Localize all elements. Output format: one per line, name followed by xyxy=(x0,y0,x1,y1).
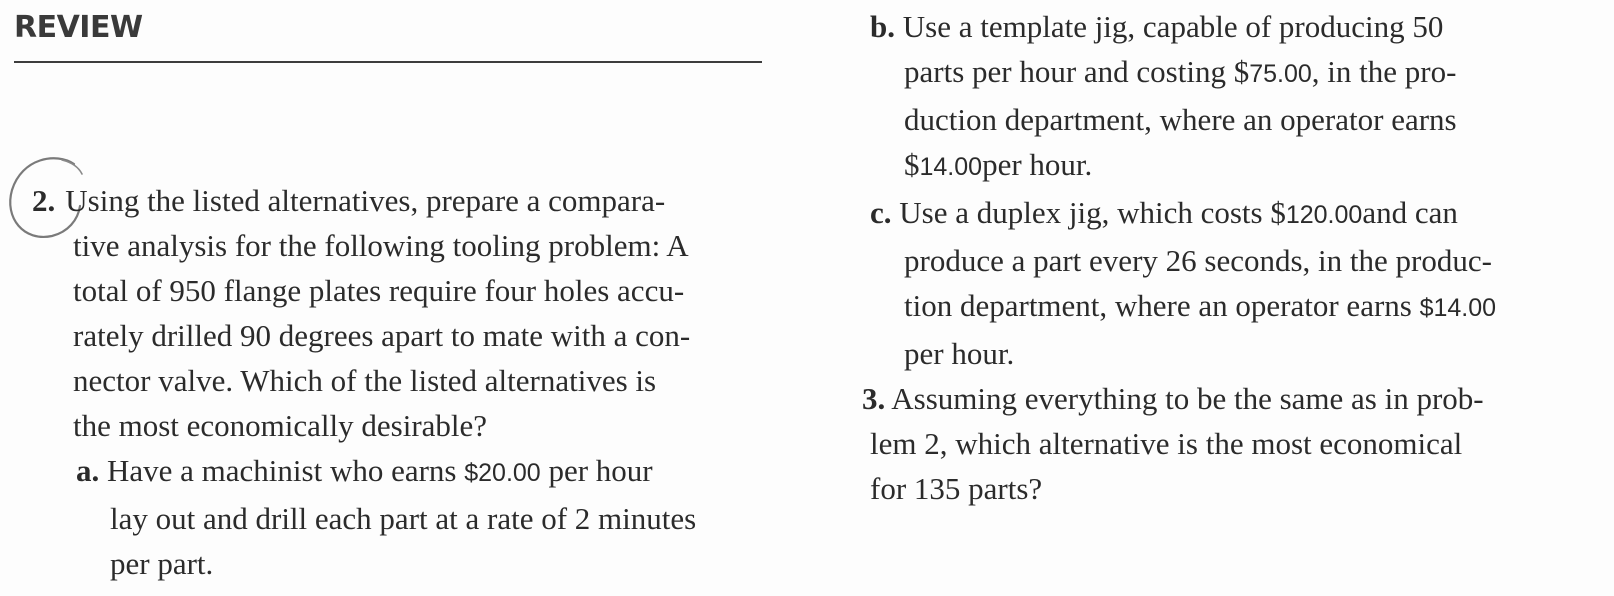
option-text: and can xyxy=(1362,195,1458,230)
option-text: per hour xyxy=(548,453,653,488)
amount: 14.00 xyxy=(919,153,983,181)
problem-3-line-3: for 135 parts? xyxy=(870,471,1043,506)
problem-2-line-4: rately drilled 90 degrees apart to mate with a con- xyxy=(73,318,691,353)
option-b-line-1 xyxy=(862,4,1602,49)
option-text: tion department, where an operator earns xyxy=(904,288,1412,323)
option-letter: b. xyxy=(870,9,895,44)
problem-number: 3. xyxy=(862,381,886,416)
problem-2-line-2: tive analysis for the following tooling problem: A xyxy=(73,228,689,263)
option-text: $ xyxy=(904,147,920,182)
option-b-line-2 xyxy=(862,49,1602,97)
amount: $14.00 xyxy=(1419,294,1497,322)
option-letter: c. xyxy=(870,195,892,230)
option-letter: a. xyxy=(76,453,100,488)
title-divider xyxy=(14,61,762,63)
option-c-line-2: produce a part every 26 seconds, in the produc- xyxy=(904,243,1492,278)
problem-2-block xyxy=(0,178,770,586)
amount: $20.00 xyxy=(464,459,541,487)
option-text: Use a template jig, capable of producing 50 xyxy=(902,9,1444,44)
problem-3-line-2: lem 2, which alternative is the most economical xyxy=(870,426,1463,461)
problem-number: 2. xyxy=(32,183,56,218)
option-text: per hour. xyxy=(982,147,1093,182)
amount: 75.00 xyxy=(1249,60,1312,88)
option-text: parts per hour and costing $ xyxy=(904,54,1250,89)
problem-text: Assuming everything to be the same as in prob- xyxy=(891,381,1484,416)
option-c-line-1 xyxy=(862,190,1602,238)
problem-2-line-6: the most economically desirable? xyxy=(73,408,488,443)
option-a-line-1 xyxy=(0,448,770,496)
amount: 120.00 xyxy=(1285,201,1363,229)
problem-2-line-1 xyxy=(0,178,770,223)
option-c-line-3 xyxy=(862,283,1602,331)
option-b-line-4 xyxy=(862,142,1602,190)
problem-2-continued-block xyxy=(862,4,1602,511)
problem-2-line-5: nector valve. Which of the listed alternatives is xyxy=(73,363,657,398)
option-b-line-3: duction department, where an operator earns xyxy=(904,102,1457,137)
section-title: REVIEW xyxy=(14,10,143,45)
option-a-line-2: lay out and drill each part at a rate of 2 minutes xyxy=(110,501,697,536)
problem-2-line-3: total of 950 flange plates require four holes accu- xyxy=(73,273,685,308)
option-a-line-3: per part. xyxy=(110,546,214,581)
problem-text: Using the listed alternatives, prepare a compara- xyxy=(65,183,666,218)
option-c-line-4: per hour. xyxy=(904,336,1015,371)
option-text: Use a duplex jig, which costs $ xyxy=(899,195,1286,230)
option-text: , in the pro- xyxy=(1311,54,1457,89)
option-text: Have a machinist who earns xyxy=(107,453,457,488)
problem-3-line-1 xyxy=(862,376,1602,421)
